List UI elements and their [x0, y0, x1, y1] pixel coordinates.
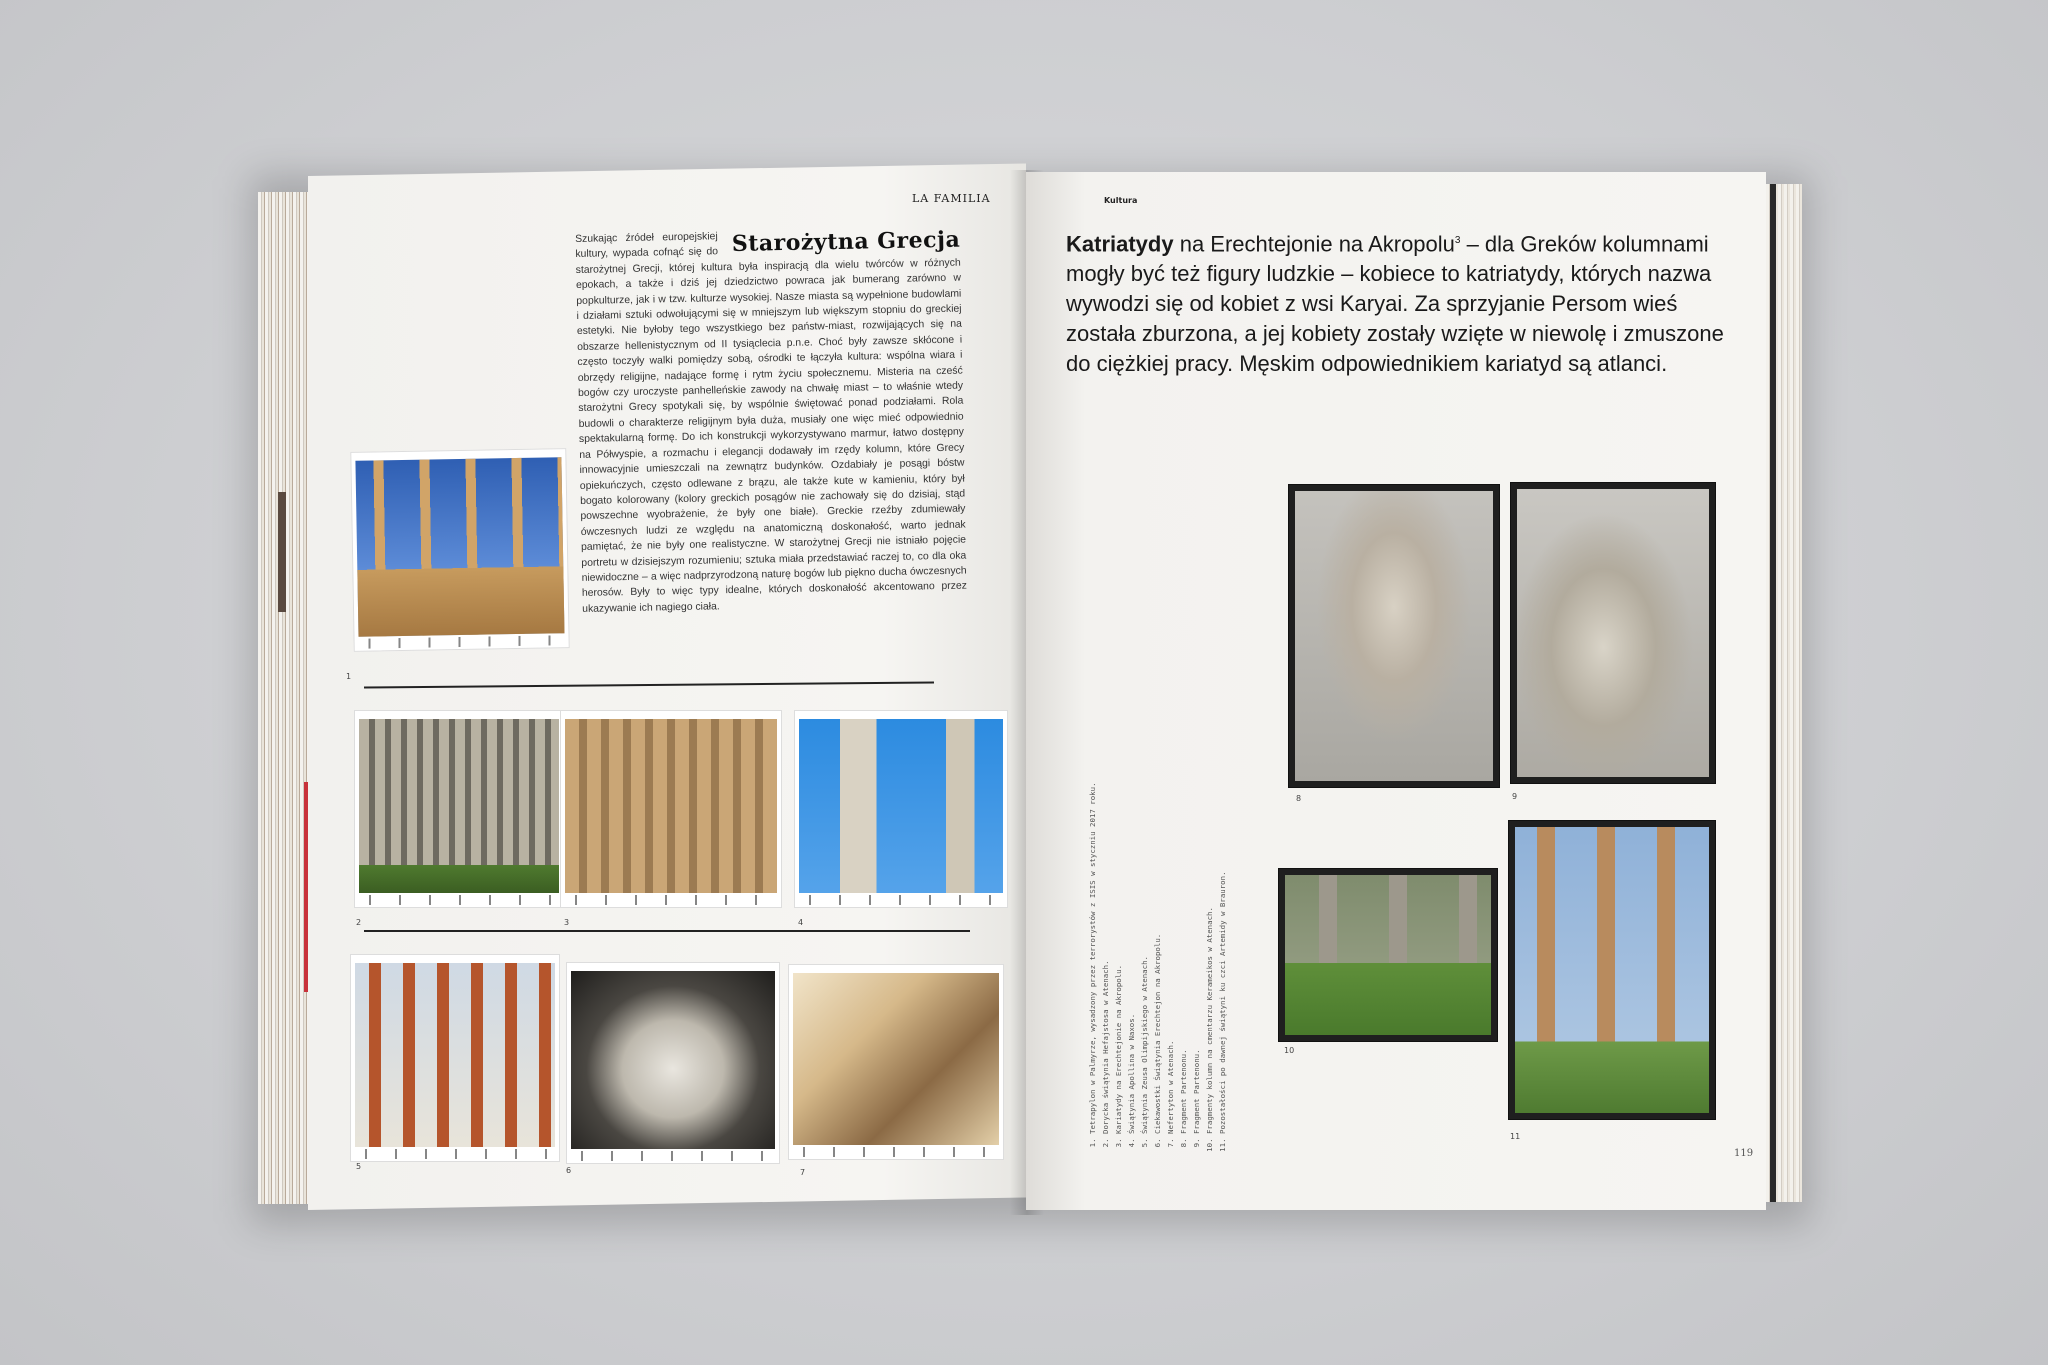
- photo-tetrapylon: [350, 448, 569, 652]
- caption-item: 4. Świątynia Apollina w Naxos.: [1125, 782, 1138, 1134]
- headline-text: – dla Greków kolumnami mogły być też figury ludzkie – kobiece to katriatydy, których nazwa wywodzi się od kobiet z wsi Karyai. Za sprzyjanie Persom wieś została zburzona, a jej kobiety zostały wzięte w niewolę i zmuszone do ciężkiej pracy. Męskim odpowiednikiem kariatyd są atlanci.: [1066, 231, 1724, 377]
- photo-ionic-capital: [566, 962, 780, 1164]
- divider-rule: [364, 930, 970, 932]
- photo-hephaestus-temple: [354, 710, 564, 908]
- caption-item: 5. Świątynia Zeusa Olimpijskiego w Atenach.: [1138, 782, 1151, 1134]
- photo-olympian-zeus: [350, 954, 560, 1162]
- photo-parthenon-statue-1: [1288, 484, 1500, 788]
- photo-number: 1: [346, 672, 352, 681]
- photo-parthenon-fragment: [788, 964, 1004, 1160]
- article-text: Szukając źródeł europejskiej kultury, wypada cofnąć się do starożytnej Grecji, której kultura była inspiracją dla wielu twórców w różnych epokach, a także i dziś jej dziedzictwo powraca jak bumerang zarówno w popkulturze, jak i w tzw. kulturze wysokiej. Nasze miasta są wypełnione budowlami i działami sztuki odwołującymi się w mniejszym lub większym stopniu do greckiej estetyki. Nie byłoby tego wszystkiego bez państw-miast, rozwijających się na obszarze hellenistycznym od II tysiąclecia p.n.e. Choć były zawsze skłócone i często toczyły walki pomiędzy sobą, ośrodki te łączyła kultura: wspólna wiara i obrzędy religijne, nadające formę i rytm życiu społecznemu. Misteria na cześć bogów czy uroczyste panhelleńskie zawody na chwałę miast – to właśnie wtedy starożytni Grecy spotykali się, by wspólnie świętować ponad podziałami. Rola budowli o charakterze religijnym była duża, musiały one więc mieć odpowiednio spektakularną formę. Do ich konstrukcji wykorzystywano marmur, łatwo dostępny na Półwyspie, a rozmachu i elegancji dodawały im rzędy kolumn, które Grecy innowacyjnie umieszczali na zewnątrz budynków. Ozdabiały je posągi bóstw opiekuńczych, często odlewane z brązu, ale także kute w kamieniu, który był bogato kolorowany (kolory greckich posągów nie zachowały się do dzisiaj, stąd powszechne wyobrażenie, że były one białe). Greckie rzeźby zdumiewały ówczesnych ludzi ze względu na anatomiczną doskonałość, warto jednak pamiętać, że nie były one realistyczne. W starożytnej Grecji nie istniało pojęcie portretu w dzisiejszym rozumieniu; sztuka miała przedstawiać raczej to, co dla oka niewidoczne – a więc nadprzyrodzoną naturę bogów lub piękno ducha ówczesnych herosów. Były to więc typy idealne, których doskonałość akcentowano przez ukazywanie ich nagiego ciała.: [575, 231, 967, 615]
- page-number-right: 119: [1734, 1148, 1754, 1159]
- photo-caryatids-erechtheion: [560, 710, 782, 908]
- headline-bold: Katriatydy: [1066, 231, 1174, 257]
- caption-item: 10. Fragmenty kolumn na cmentarzu Kerameikos w Atenach.: [1203, 782, 1216, 1134]
- caption-item: 11. Pozostałości po dawnej świątyni ku czci Artemidy w Brauron.: [1216, 782, 1229, 1134]
- photo-number: 2: [356, 918, 362, 927]
- photo-captions: [1086, 782, 1229, 1148]
- photo-apollo-temple: [794, 710, 1008, 908]
- caption-item: 3. Kariatydy na Erechtejonie na Akropolu.: [1112, 782, 1125, 1134]
- right-page-header: Kultura: [1104, 196, 1138, 205]
- photo-number: 7: [800, 1168, 806, 1177]
- footnote-marker: 3: [1454, 235, 1461, 246]
- caption-item: 7. Nefertyton w Atenach.: [1164, 782, 1177, 1134]
- caryatid-headline: [1066, 226, 1726, 379]
- article-body: [575, 225, 967, 617]
- photo-artemis-brauron: [1508, 820, 1716, 1120]
- photo-number: 11: [1510, 1132, 1521, 1141]
- left-page-header: LA FAMILIA: [912, 192, 991, 205]
- photo-number: 6: [566, 1166, 572, 1175]
- section-title: Starożytna Grecja: [731, 226, 961, 257]
- photo-number: 3: [564, 918, 570, 927]
- caption-item: 8. Fragment Partenonu.: [1177, 782, 1190, 1134]
- caption-item: 1. Tetrapylon w Palmyrze, wysadzony przez terrorystów z ISIS w styczniu 2017 roku.: [1086, 782, 1099, 1134]
- photo-number: 4: [798, 918, 804, 927]
- photo-number: 9: [1512, 792, 1518, 801]
- photo-number: 10: [1284, 1046, 1295, 1055]
- photo-parthenon-statue-2: [1510, 482, 1716, 784]
- headline-text: na Erechtejonie na Akropolu: [1173, 231, 1455, 257]
- photo-number: 5: [356, 1162, 362, 1171]
- caption-item: 6. Ciekawostki Świątynia Erechtejon na Akropolu.: [1151, 782, 1164, 1134]
- page-stack-right: [1760, 184, 1802, 1202]
- caption-item: 2. Dorycka świątynia Hefajstosa w Atenach.: [1099, 782, 1112, 1134]
- caption-item: 9. Fragment Partenonu.: [1190, 782, 1203, 1134]
- photo-kerameikos-columns: [1278, 868, 1498, 1042]
- photo-number: 8: [1296, 794, 1302, 803]
